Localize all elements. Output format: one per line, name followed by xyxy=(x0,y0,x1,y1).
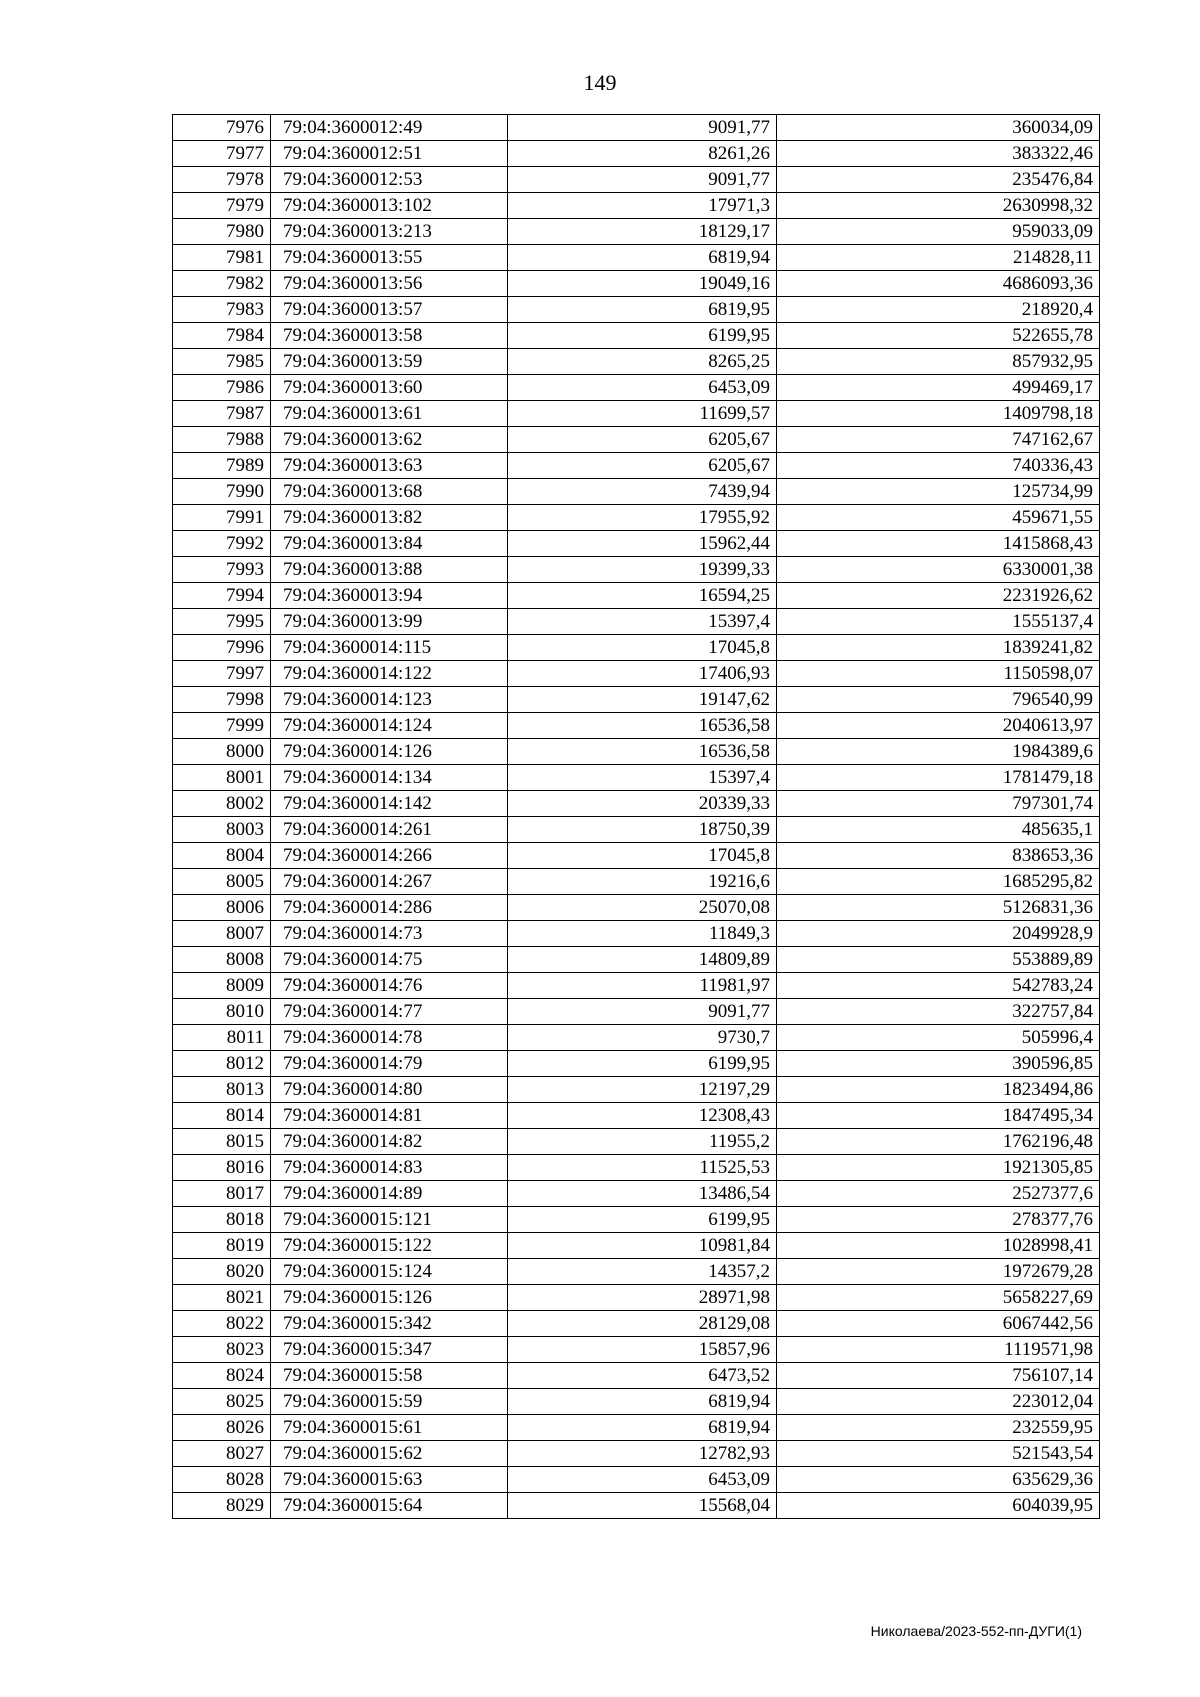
cadastral-number: 79:04:3600014:286 xyxy=(271,895,508,921)
table-row xyxy=(173,1441,1100,1467)
row-number: 8019 xyxy=(173,1233,271,1259)
cadastral-number: 79:04:3600012:53 xyxy=(271,167,508,193)
cost-value: 322757,84 xyxy=(777,999,1100,1025)
cost-value: 278377,76 xyxy=(777,1207,1100,1233)
cadastral-number: 79:04:3600013:58 xyxy=(271,323,508,349)
row-number: 7988 xyxy=(173,427,271,453)
area-value: 15397,4 xyxy=(508,609,777,635)
area-value: 9730,7 xyxy=(508,1025,777,1051)
area-value: 15568,04 xyxy=(508,1493,777,1519)
cost-value: 1409798,18 xyxy=(777,401,1100,427)
row-number: 7993 xyxy=(173,557,271,583)
table-row xyxy=(173,687,1100,713)
cost-value: 5658227,69 xyxy=(777,1285,1100,1311)
cost-value: 2527377,6 xyxy=(777,1181,1100,1207)
table-body xyxy=(173,115,1100,1519)
row-number: 7979 xyxy=(173,193,271,219)
table-row xyxy=(173,947,1100,973)
table-row xyxy=(173,1415,1100,1441)
area-value: 6819,95 xyxy=(508,297,777,323)
cost-value: 604039,95 xyxy=(777,1493,1100,1519)
area-value: 6453,09 xyxy=(508,1467,777,1493)
cost-value: 857932,95 xyxy=(777,349,1100,375)
cadastral-number: 79:04:3600013:57 xyxy=(271,297,508,323)
cost-value: 383322,46 xyxy=(777,141,1100,167)
area-value: 8265,25 xyxy=(508,349,777,375)
cost-value: 635629,36 xyxy=(777,1467,1100,1493)
cadastral-number: 79:04:3600013:59 xyxy=(271,349,508,375)
area-value: 9091,77 xyxy=(508,999,777,1025)
cadastral-number: 79:04:3600013:68 xyxy=(271,479,508,505)
area-value: 7439,94 xyxy=(508,479,777,505)
table-row xyxy=(173,167,1100,193)
cadastral-number: 79:04:3600013:61 xyxy=(271,401,508,427)
cadastral-number: 79:04:3600012:51 xyxy=(271,141,508,167)
cadastral-number: 79:04:3600013:94 xyxy=(271,583,508,609)
table-row xyxy=(173,1467,1100,1493)
row-number: 7981 xyxy=(173,245,271,271)
area-value: 19399,33 xyxy=(508,557,777,583)
cost-value: 1150598,07 xyxy=(777,661,1100,687)
cost-value: 2630998,32 xyxy=(777,193,1100,219)
table-row xyxy=(173,401,1100,427)
table-row xyxy=(173,817,1100,843)
cadastral-number: 79:04:3600013:88 xyxy=(271,557,508,583)
area-value: 17406,93 xyxy=(508,661,777,687)
row-number: 7997 xyxy=(173,661,271,687)
cost-value: 1028998,41 xyxy=(777,1233,1100,1259)
cadastral-number: 79:04:3600014:80 xyxy=(271,1077,508,1103)
area-value: 16594,25 xyxy=(508,583,777,609)
table-row xyxy=(173,297,1100,323)
row-number: 7985 xyxy=(173,349,271,375)
cost-value: 1781479,18 xyxy=(777,765,1100,791)
cost-value: 553889,89 xyxy=(777,947,1100,973)
row-number: 8001 xyxy=(173,765,271,791)
row-number: 7989 xyxy=(173,453,271,479)
row-number: 8011 xyxy=(173,1025,271,1051)
cadastral-number: 79:04:3600015:121 xyxy=(271,1207,508,1233)
row-number: 8028 xyxy=(173,1467,271,1493)
area-value: 6473,52 xyxy=(508,1363,777,1389)
area-value: 8261,26 xyxy=(508,141,777,167)
table-row xyxy=(173,635,1100,661)
table-row xyxy=(173,141,1100,167)
area-value: 11981,97 xyxy=(508,973,777,999)
area-value: 12197,29 xyxy=(508,1077,777,1103)
table-row xyxy=(173,375,1100,401)
table-row xyxy=(173,1155,1100,1181)
area-value: 6819,94 xyxy=(508,1389,777,1415)
cost-value: 1119571,98 xyxy=(777,1337,1100,1363)
cadastral-number: 79:04:3600014:79 xyxy=(271,1051,508,1077)
area-value: 18129,17 xyxy=(508,219,777,245)
table-row xyxy=(173,1025,1100,1051)
row-number: 8016 xyxy=(173,1155,271,1181)
area-value: 18750,39 xyxy=(508,817,777,843)
row-number: 8003 xyxy=(173,817,271,843)
table-row xyxy=(173,999,1100,1025)
cadastral-number: 79:04:3600013:82 xyxy=(271,505,508,531)
row-number: 7982 xyxy=(173,271,271,297)
table-row xyxy=(173,1129,1100,1155)
cost-value: 235476,84 xyxy=(777,167,1100,193)
row-number: 8024 xyxy=(173,1363,271,1389)
cadastral-number: 79:04:3600013:102 xyxy=(271,193,508,219)
table-row xyxy=(173,1285,1100,1311)
cadastral-number: 79:04:3600015:126 xyxy=(271,1285,508,1311)
row-number: 7984 xyxy=(173,323,271,349)
row-number: 7987 xyxy=(173,401,271,427)
row-number: 8029 xyxy=(173,1493,271,1519)
cost-value: 499469,17 xyxy=(777,375,1100,401)
row-number: 7976 xyxy=(173,115,271,141)
row-number: 8004 xyxy=(173,843,271,869)
cadastral-number: 79:04:3600015:342 xyxy=(271,1311,508,1337)
row-number: 8009 xyxy=(173,973,271,999)
cadastral-number: 79:04:3600014:82 xyxy=(271,1129,508,1155)
cadastral-number: 79:04:3600015:347 xyxy=(271,1337,508,1363)
cost-value: 796540,99 xyxy=(777,687,1100,713)
area-value: 20339,33 xyxy=(508,791,777,817)
row-number: 8012 xyxy=(173,1051,271,1077)
area-value: 19049,16 xyxy=(508,271,777,297)
cadastral-number: 79:04:3600015:64 xyxy=(271,1493,508,1519)
footer-document-id: Николаева/2023-552-пп-ДУГИ(1) xyxy=(870,1623,1082,1639)
row-number: 8018 xyxy=(173,1207,271,1233)
area-value: 19216,6 xyxy=(508,869,777,895)
cost-value: 459671,55 xyxy=(777,505,1100,531)
cadastral-number: 79:04:3600015:59 xyxy=(271,1389,508,1415)
table-row xyxy=(173,271,1100,297)
table-row xyxy=(173,531,1100,557)
table-row xyxy=(173,1077,1100,1103)
area-value: 6199,95 xyxy=(508,1051,777,1077)
area-value: 16536,58 xyxy=(508,739,777,765)
cost-value: 2049928,9 xyxy=(777,921,1100,947)
cadastral-number: 79:04:3600014:77 xyxy=(271,999,508,1025)
cadastral-number: 79:04:3600014:124 xyxy=(271,713,508,739)
table-row xyxy=(173,583,1100,609)
cost-value: 232559,95 xyxy=(777,1415,1100,1441)
cost-value: 740336,43 xyxy=(777,453,1100,479)
cost-value: 1839241,82 xyxy=(777,635,1100,661)
table-row xyxy=(173,1051,1100,1077)
table-row xyxy=(173,1207,1100,1233)
table-row xyxy=(173,427,1100,453)
cost-value: 214828,11 xyxy=(777,245,1100,271)
cost-value: 797301,74 xyxy=(777,791,1100,817)
table-row xyxy=(173,1363,1100,1389)
row-number: 7999 xyxy=(173,713,271,739)
area-value: 13486,54 xyxy=(508,1181,777,1207)
area-value: 11699,57 xyxy=(508,401,777,427)
cost-value: 747162,67 xyxy=(777,427,1100,453)
table-row xyxy=(173,193,1100,219)
cadastral-number: 79:04:3600013:60 xyxy=(271,375,508,401)
area-value: 15397,4 xyxy=(508,765,777,791)
table-row xyxy=(173,973,1100,999)
row-number: 7990 xyxy=(173,479,271,505)
cost-value: 505996,4 xyxy=(777,1025,1100,1051)
table-row xyxy=(173,479,1100,505)
row-number: 8008 xyxy=(173,947,271,973)
cadastral-number: 79:04:3600014:115 xyxy=(271,635,508,661)
row-number: 7994 xyxy=(173,583,271,609)
table-row xyxy=(173,739,1100,765)
table-row xyxy=(173,1337,1100,1363)
table-row xyxy=(173,1311,1100,1337)
table-row xyxy=(173,115,1100,141)
row-number: 8006 xyxy=(173,895,271,921)
table-row xyxy=(173,505,1100,531)
row-number: 8007 xyxy=(173,921,271,947)
cadastral-number: 79:04:3600013:213 xyxy=(271,219,508,245)
cadastral-number: 79:04:3600014:89 xyxy=(271,1181,508,1207)
cadastral-number: 79:04:3600015:122 xyxy=(271,1233,508,1259)
table-row xyxy=(173,869,1100,895)
cost-value: 485635,1 xyxy=(777,817,1100,843)
table-row xyxy=(173,765,1100,791)
area-value: 17045,8 xyxy=(508,843,777,869)
area-value: 11525,53 xyxy=(508,1155,777,1181)
table-row xyxy=(173,609,1100,635)
cost-value: 2040613,97 xyxy=(777,713,1100,739)
cadastral-number: 79:04:3600015:58 xyxy=(271,1363,508,1389)
cadastral-number: 79:04:3600013:99 xyxy=(271,609,508,635)
table-row xyxy=(173,349,1100,375)
row-number: 7998 xyxy=(173,687,271,713)
cost-value: 360034,09 xyxy=(777,115,1100,141)
table-row xyxy=(173,895,1100,921)
cost-value: 756107,14 xyxy=(777,1363,1100,1389)
table-row xyxy=(173,1233,1100,1259)
cost-value: 390596,85 xyxy=(777,1051,1100,1077)
cost-value: 6330001,38 xyxy=(777,557,1100,583)
cost-value: 959033,09 xyxy=(777,219,1100,245)
cadastral-number: 79:04:3600014:261 xyxy=(271,817,508,843)
cost-value: 1415868,43 xyxy=(777,531,1100,557)
table-row xyxy=(173,245,1100,271)
table-row xyxy=(173,713,1100,739)
row-number: 7977 xyxy=(173,141,271,167)
row-number: 8025 xyxy=(173,1389,271,1415)
row-number: 7986 xyxy=(173,375,271,401)
cadastral-number: 79:04:3600014:76 xyxy=(271,973,508,999)
area-value: 11955,2 xyxy=(508,1129,777,1155)
table-row xyxy=(173,1259,1100,1285)
row-number: 8023 xyxy=(173,1337,271,1363)
area-value: 6819,94 xyxy=(508,245,777,271)
cadastral-number: 79:04:3600015:63 xyxy=(271,1467,508,1493)
area-value: 9091,77 xyxy=(508,167,777,193)
row-number: 8000 xyxy=(173,739,271,765)
cost-value: 521543,54 xyxy=(777,1441,1100,1467)
row-number: 7978 xyxy=(173,167,271,193)
table-row xyxy=(173,323,1100,349)
table-row xyxy=(173,1103,1100,1129)
cost-value: 2231926,62 xyxy=(777,583,1100,609)
cadastral-number: 79:04:3600014:134 xyxy=(271,765,508,791)
cost-value: 522655,78 xyxy=(777,323,1100,349)
cadastral-number: 79:04:3600014:142 xyxy=(271,791,508,817)
row-number: 8022 xyxy=(173,1311,271,1337)
cost-value: 1921305,85 xyxy=(777,1155,1100,1181)
row-number: 7980 xyxy=(173,219,271,245)
cadastral-number: 79:04:3600015:124 xyxy=(271,1259,508,1285)
area-value: 28971,98 xyxy=(508,1285,777,1311)
area-value: 6205,67 xyxy=(508,427,777,453)
cost-value: 1555137,4 xyxy=(777,609,1100,635)
area-value: 6205,67 xyxy=(508,453,777,479)
cost-value: 1762196,48 xyxy=(777,1129,1100,1155)
cost-value: 218920,4 xyxy=(777,297,1100,323)
cadastral-number: 79:04:3600012:49 xyxy=(271,115,508,141)
cost-value: 125734,99 xyxy=(777,479,1100,505)
table-row xyxy=(173,843,1100,869)
row-number: 8026 xyxy=(173,1415,271,1441)
area-value: 6819,94 xyxy=(508,1415,777,1441)
area-value: 14809,89 xyxy=(508,947,777,973)
cost-value: 1823494,86 xyxy=(777,1077,1100,1103)
cadastral-number: 79:04:3600014:73 xyxy=(271,921,508,947)
area-value: 9091,77 xyxy=(508,115,777,141)
cost-value: 1685295,82 xyxy=(777,869,1100,895)
table-row xyxy=(173,791,1100,817)
area-value: 14357,2 xyxy=(508,1259,777,1285)
area-value: 15962,44 xyxy=(508,531,777,557)
row-number: 8017 xyxy=(173,1181,271,1207)
cadastral-number: 79:04:3600014:266 xyxy=(271,843,508,869)
row-number: 8002 xyxy=(173,791,271,817)
row-number: 7983 xyxy=(173,297,271,323)
area-value: 12782,93 xyxy=(508,1441,777,1467)
table-row xyxy=(173,1389,1100,1415)
cadastral-number: 79:04:3600015:61 xyxy=(271,1415,508,1441)
row-number: 8010 xyxy=(173,999,271,1025)
cost-value: 4686093,36 xyxy=(777,271,1100,297)
row-number: 8005 xyxy=(173,869,271,895)
table-row xyxy=(173,453,1100,479)
cadastral-number: 79:04:3600014:75 xyxy=(271,947,508,973)
cadastral-number: 79:04:3600013:84 xyxy=(271,531,508,557)
cost-value: 223012,04 xyxy=(777,1389,1100,1415)
cost-value: 838653,36 xyxy=(777,843,1100,869)
area-value: 25070,08 xyxy=(508,895,777,921)
row-number: 8014 xyxy=(173,1103,271,1129)
table-row xyxy=(173,921,1100,947)
area-value: 6199,95 xyxy=(508,323,777,349)
area-value: 19147,62 xyxy=(508,687,777,713)
row-number: 8015 xyxy=(173,1129,271,1155)
cost-value: 6067442,56 xyxy=(777,1311,1100,1337)
cadastral-number: 79:04:3600014:126 xyxy=(271,739,508,765)
cadastral-number: 79:04:3600013:62 xyxy=(271,427,508,453)
table-row xyxy=(173,1493,1100,1519)
cadastral-number: 79:04:3600013:55 xyxy=(271,245,508,271)
area-value: 16536,58 xyxy=(508,713,777,739)
area-value: 6199,95 xyxy=(508,1207,777,1233)
cadastral-table xyxy=(172,114,1100,1519)
area-value: 6453,09 xyxy=(508,375,777,401)
table-row xyxy=(173,557,1100,583)
area-value: 12308,43 xyxy=(508,1103,777,1129)
area-value: 17971,3 xyxy=(508,193,777,219)
cost-value: 542783,24 xyxy=(777,973,1100,999)
cost-value: 5126831,36 xyxy=(777,895,1100,921)
area-value: 15857,96 xyxy=(508,1337,777,1363)
cost-value: 1847495,34 xyxy=(777,1103,1100,1129)
cadastral-number: 79:04:3600014:78 xyxy=(271,1025,508,1051)
cost-value: 1984389,6 xyxy=(777,739,1100,765)
area-value: 11849,3 xyxy=(508,921,777,947)
table-row xyxy=(173,1181,1100,1207)
cadastral-number: 79:04:3600014:123 xyxy=(271,687,508,713)
row-number: 8021 xyxy=(173,1285,271,1311)
table-row xyxy=(173,661,1100,687)
cadastral-number: 79:04:3600014:83 xyxy=(271,1155,508,1181)
cadastral-number: 79:04:3600014:267 xyxy=(271,869,508,895)
area-value: 17955,92 xyxy=(508,505,777,531)
table-row xyxy=(173,219,1100,245)
cadastral-number: 79:04:3600014:81 xyxy=(271,1103,508,1129)
cost-value: 1972679,28 xyxy=(777,1259,1100,1285)
row-number: 7996 xyxy=(173,635,271,661)
row-number: 8013 xyxy=(173,1077,271,1103)
row-number: 7991 xyxy=(173,505,271,531)
cadastral-number: 79:04:3600015:62 xyxy=(271,1441,508,1467)
row-number: 8020 xyxy=(173,1259,271,1285)
area-value: 28129,08 xyxy=(508,1311,777,1337)
cadastral-number: 79:04:3600013:56 xyxy=(271,271,508,297)
cadastral-number: 79:04:3600013:63 xyxy=(271,453,508,479)
area-value: 17045,8 xyxy=(508,635,777,661)
area-value: 10981,84 xyxy=(508,1233,777,1259)
page-number: 149 xyxy=(583,70,617,95)
row-number: 8027 xyxy=(173,1441,271,1467)
row-number: 7992 xyxy=(173,531,271,557)
cadastral-number: 79:04:3600014:122 xyxy=(271,661,508,687)
row-number: 7995 xyxy=(173,609,271,635)
